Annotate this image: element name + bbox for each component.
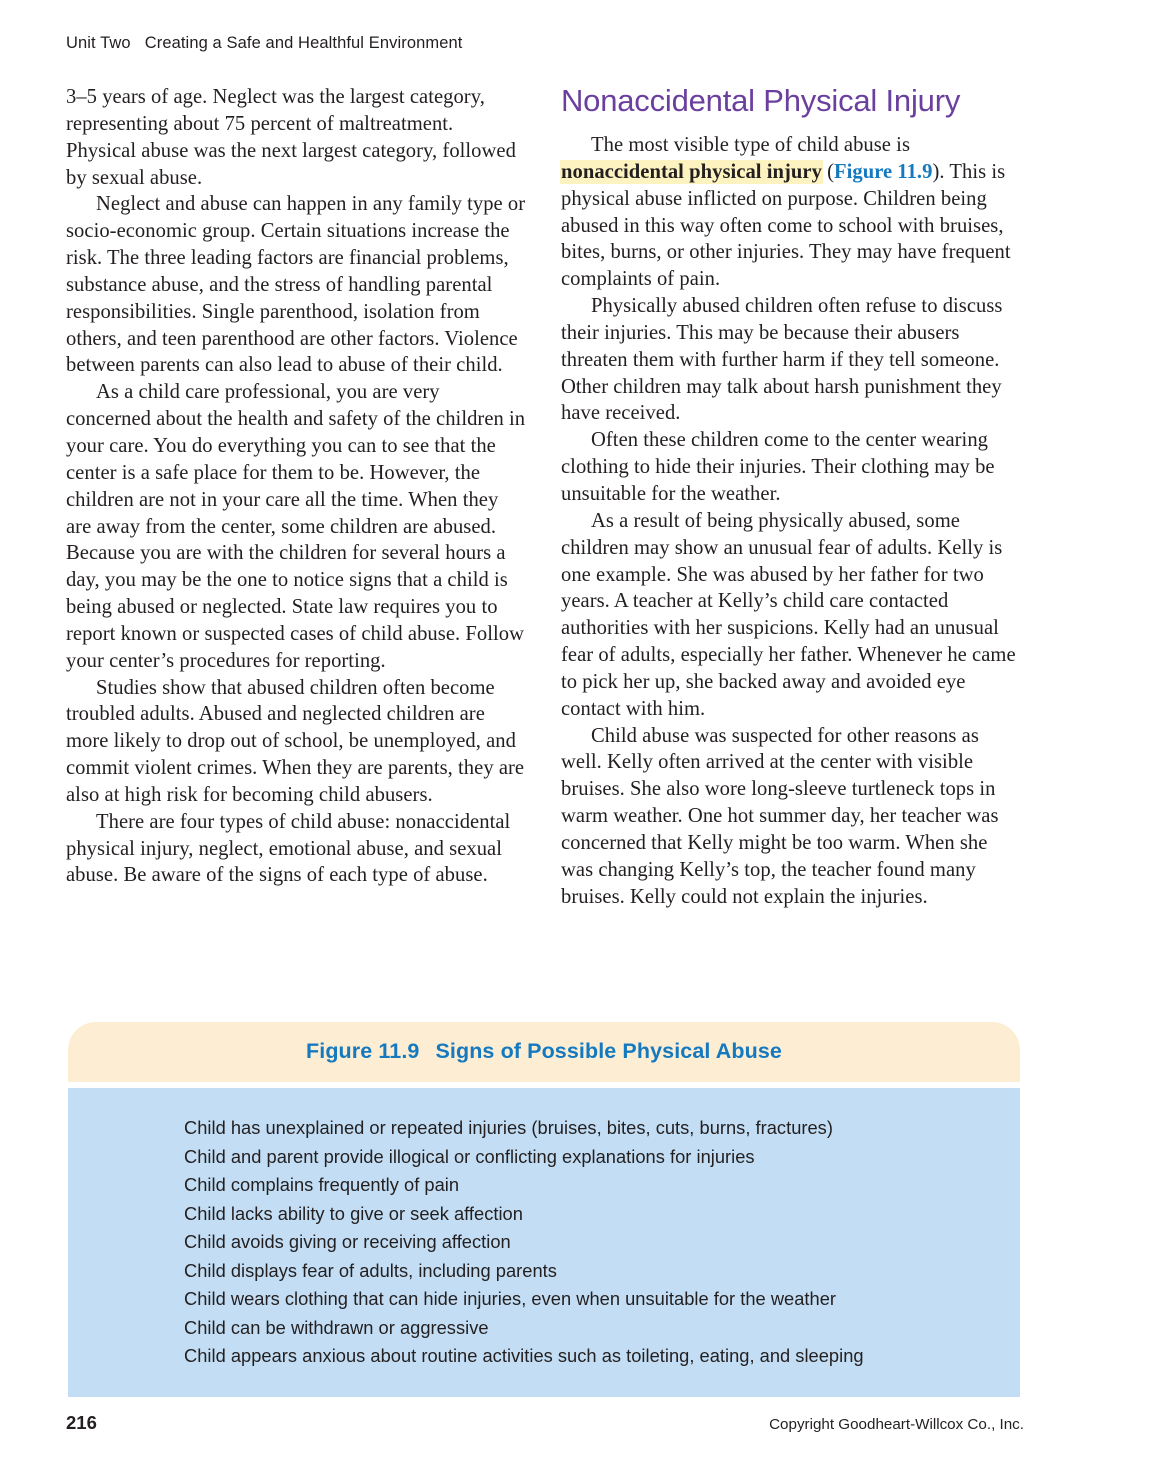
paragraph: Child abuse was suspected for other reasons as well. Kelly often arrived at the center with visible bruises. She also wore long-sleeve turtleneck tops in warm weather. One hot summer day, her teacher was concerned that Kelly might be too warm. When she was changing Kelly’s top, the teacher found many bruises. Kelly could not explain the injuries.: [561, 724, 999, 908]
paren-open: (: [821, 160, 834, 183]
list-item: Child can be withdrawn or aggressive: [184, 1316, 489, 1338]
list-item: Child avoids giving or receiving affection: [184, 1231, 511, 1252]
paragraph: Neglect and abuse can happen in any family type or socio-economic group. Certain situations increase the risk. The three leading factors are financial problems, substance abuse, and the stress of handling parental responsibilities. Single parenthood, isolation from others, and teen parenthood are other factors. Violence between parents can also lead to abuse of their child.: [66, 193, 526, 377]
key-term: nonaccidental physical injury: [561, 160, 822, 183]
page-footer: [66, 1412, 1024, 1434]
list-item: Child and parent provide illogical or conflicting explanations for injuries: [184, 1145, 755, 1167]
figure-11-9: [68, 1022, 1020, 1397]
right-column: [561, 84, 1022, 910]
list-item: Child has unexplained or repeated injuries (bruises, bites, cuts, burns, fractures): [184, 1117, 833, 1138]
figure-list: [184, 1114, 1020, 1371]
list-item: Child lacks ability to give or seek affection: [184, 1202, 523, 1224]
list-item: Child complains frequently of pain: [184, 1174, 460, 1195]
copyright-notice: Copyright Goodheart-Willcox Co., Inc.: [769, 1416, 1024, 1433]
left-column: [66, 84, 527, 910]
paragraph-with-key-term: [561, 132, 1022, 293]
paragraph: There are four types of child abuse: nonaccidental physical injury, neglect, emotional abuse, and sexual abuse. Be aware of the signs of each type of abuse.: [66, 810, 511, 887]
paragraph: Studies show that abused children often become troubled adults. Abused and neglected children are more likely to drop out of school, be unemployed, and commit violent crimes. When they are parents, they are also at high risk for becoming child abusers.: [66, 676, 525, 806]
paragraph: As a child care professional, you are very concerned about the health and safety of the children in your care. You do everything you can to see that the center is a safe place for them to be. However, the children are not in your care all the time. When they are away from the center, some children are abused. Because you are with the children for several hours a day, you may be the one to notice signs that a child is being abused or neglected. State law requires you to report known or suspected cases of child abuse. Follow your center’s procedures for reporting.: [66, 381, 526, 672]
figure-title-text: Signs of Possible Physical Abuse: [435, 1038, 782, 1063]
intro-tail-text: This is physical abuse inflicted on purpose. Children being abused in this way often come to school with bruises, bites, burns, or other injuries. They may have frequent complaints of pain.: [561, 160, 1011, 291]
section-heading: Nonaccidental Physical Injury: [561, 83, 961, 118]
figure-body: [68, 1088, 1020, 1397]
paragraph: Physically abused children often refuse to discuss their injuries. This may be because their abusers threaten them with further harm if they tell someone. Other children may talk about harsh punishment they have received.: [561, 295, 1003, 425]
intro-lead-text: The most visible type of child abuse is: [591, 134, 910, 156]
figure-cross-reference[interactable]: Figure 11.9: [834, 160, 933, 183]
figure-number: Figure 11.9: [306, 1038, 420, 1063]
list-item: Child appears anxious about routine activities such as toileting, eating, and sleeping: [184, 1345, 864, 1366]
list-item: Child wears clothing that can hide injuries, even when unsuitable for the weather: [184, 1288, 837, 1309]
running-head-title: Creating a Safe and Healthful Environment: [144, 34, 463, 52]
body-columns: [66, 84, 1090, 910]
paragraph: Often these children come to the center wearing clothing to hide their injuries. Their clothing may be unsuitable for the weather.: [561, 429, 995, 505]
running-head-unit: Unit Two: [66, 34, 131, 52]
list-item: Child displays fear of adults, including parents: [184, 1259, 557, 1281]
paragraph: As a result of being physically abused, some children may show an unusual fear of adults. Kelly is one example. She was abused by her father for two years. A teacher at Kelly’s child care contacted authorities with her suspicions. Kelly had an unusual fear of adults, especially her father. Whenever he came to pick her up, she backed away and avoided eye contact with him.: [561, 509, 1016, 720]
page-number: 216: [66, 1412, 97, 1433]
figure-caption: [306, 1039, 782, 1064]
running-head: [66, 34, 463, 53]
figure-header: [68, 1022, 1020, 1082]
paragraph: 3–5 years of age. Neglect was the largest category, representing about 75 percent of maltreatment. Physical abuse was the next largest category, followed by sexual abuse.: [66, 86, 516, 189]
paren-close: ).: [932, 160, 950, 183]
